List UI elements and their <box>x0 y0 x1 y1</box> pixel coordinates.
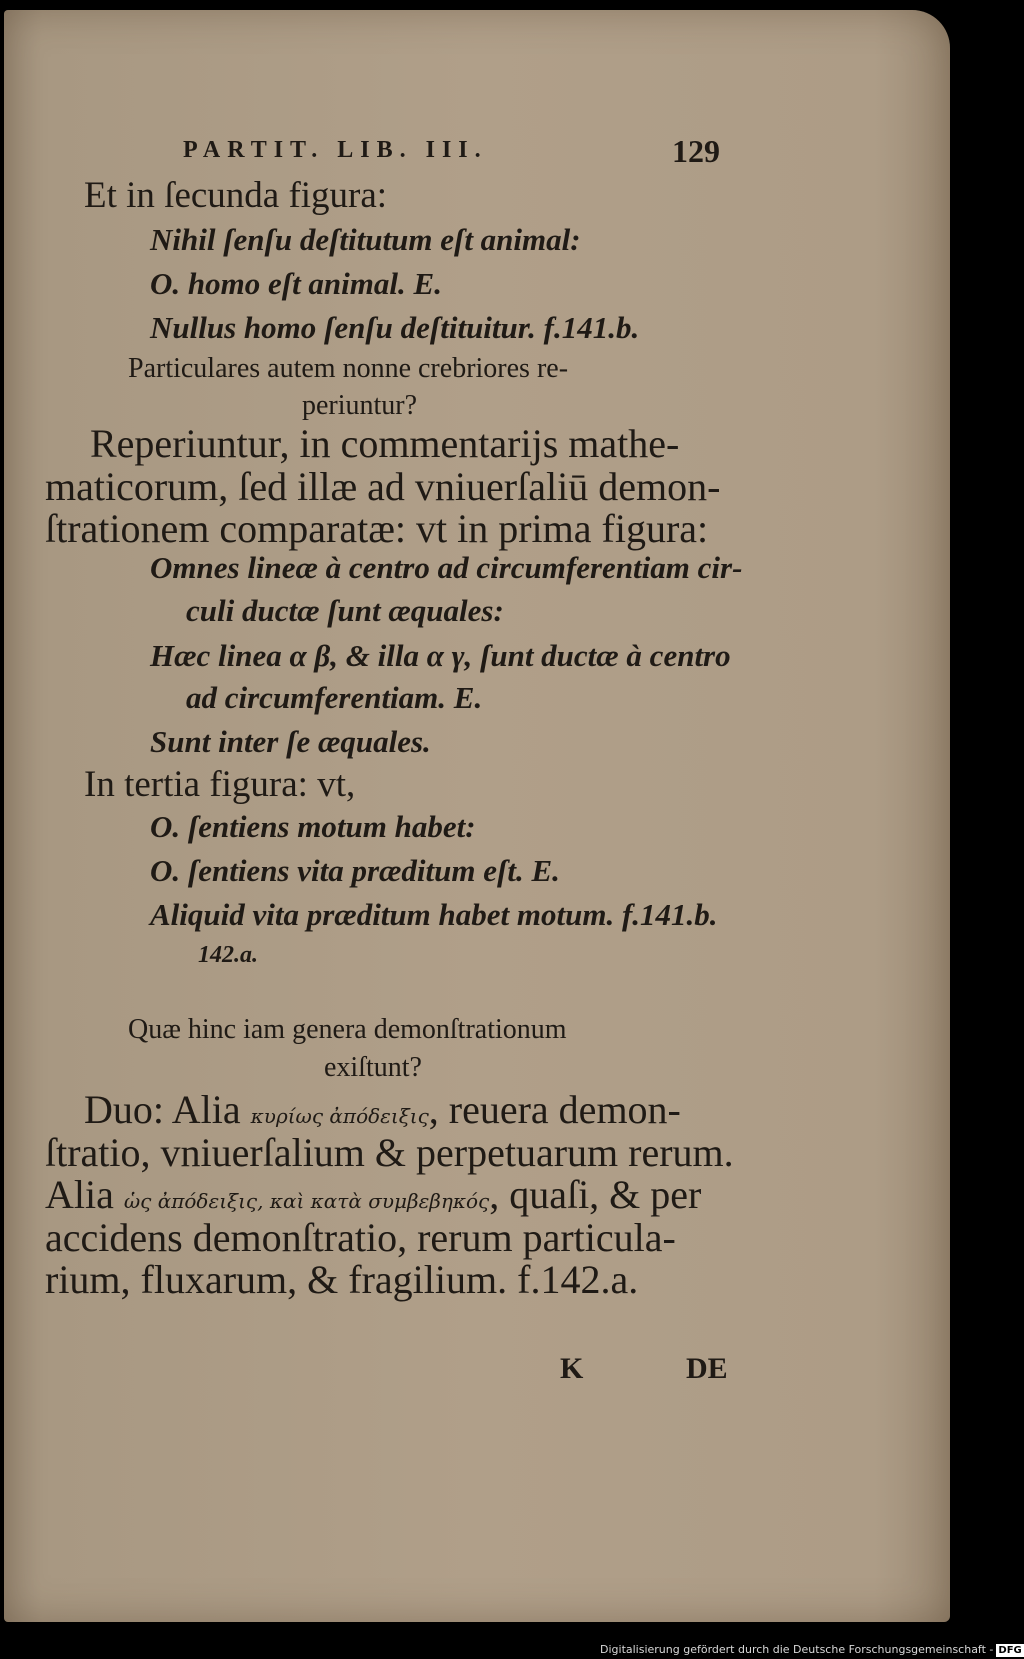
text-line: Et in ſecunda figura: <box>84 175 388 216</box>
running-title: PARTIT. LIB. III. <box>183 137 488 163</box>
syllogism-line: Sunt inter ſe æquales. <box>150 724 431 759</box>
question-line: Particulares autem nonne crebriores re- <box>128 353 569 384</box>
text-line <box>84 1087 681 1132</box>
syllogism-line: Aliquid vita præditum habet motum. f.141.b. <box>150 897 718 932</box>
syllogism-line: O. ſentiens motum habet: <box>150 809 476 844</box>
syllogism-line: Nullus homo ſenſu deſtituitur. f.141.b. <box>150 310 640 345</box>
syllogism-line: O. homo eſt animal. E. <box>150 266 442 301</box>
text-line: accidens demonſtratio, rerum particula- <box>45 1215 676 1260</box>
text-line: maticorum, ſed illæ ad vniuerſaliū demon- <box>45 464 721 509</box>
text-line: ſtrationem comparatæ: vt in prima figura: <box>45 506 709 551</box>
syllogism-line: culi ductæ ſunt æquales: <box>186 593 504 628</box>
syllogism-line: Omnes lineæ à centro ad circumferentiam cir- <box>150 550 743 585</box>
greek-phrase: κυρίως ἀπόδειξις <box>250 1104 429 1128</box>
credit-text: Digitalisierung gefördert durch die Deutsche Forschungsgemeinschaft - <box>600 1643 994 1656</box>
page-number: 129 <box>672 133 720 169</box>
greek-phrase: ὡς ἀπόδειξις, καὶ κατὰ συμβεβηκός <box>123 1189 490 1213</box>
text-segment: Alia <box>45 1172 124 1217</box>
question-line: exiſtunt? <box>324 1052 422 1083</box>
syllogism-line: O. ſentiens vita præditum eſt. E. <box>150 853 560 888</box>
text-line: In tertia figura: vt, <box>84 764 356 805</box>
digitization-credit <box>600 1641 1022 1659</box>
text-line: Reperiuntur, in commentarijs mathe- <box>90 421 680 466</box>
signature-mark: K <box>560 1352 584 1385</box>
syllogism-line: Nihil ſenſu deſtitutum eſt animal: <box>150 222 581 257</box>
dfg-logo: DFG <box>998 1644 1022 1656</box>
catchword: DE <box>686 1352 728 1385</box>
text-segment: , reuera demon- <box>428 1087 681 1132</box>
question-line: Quæ hinc iam genera demonſtrationum <box>128 1014 567 1045</box>
syllogism-line: Hæc linea α β, & illa α γ, ſunt ductæ à centro <box>150 638 731 673</box>
text-line: rium, fluxarum, & fragilium. f.142.a. <box>45 1257 639 1302</box>
syllogism-line: ad circumferentiam. E. <box>186 680 483 715</box>
text-segment: Duo: Alia <box>84 1087 251 1132</box>
syllogism-line: 142.a. <box>198 942 258 968</box>
text-line <box>45 1172 702 1217</box>
question-line: periuntur? <box>302 390 418 421</box>
text-line: ſtratio, vniuerſalium & perpetuarum rerum. <box>45 1130 734 1175</box>
text-segment: , quaſi, & per <box>489 1172 702 1217</box>
